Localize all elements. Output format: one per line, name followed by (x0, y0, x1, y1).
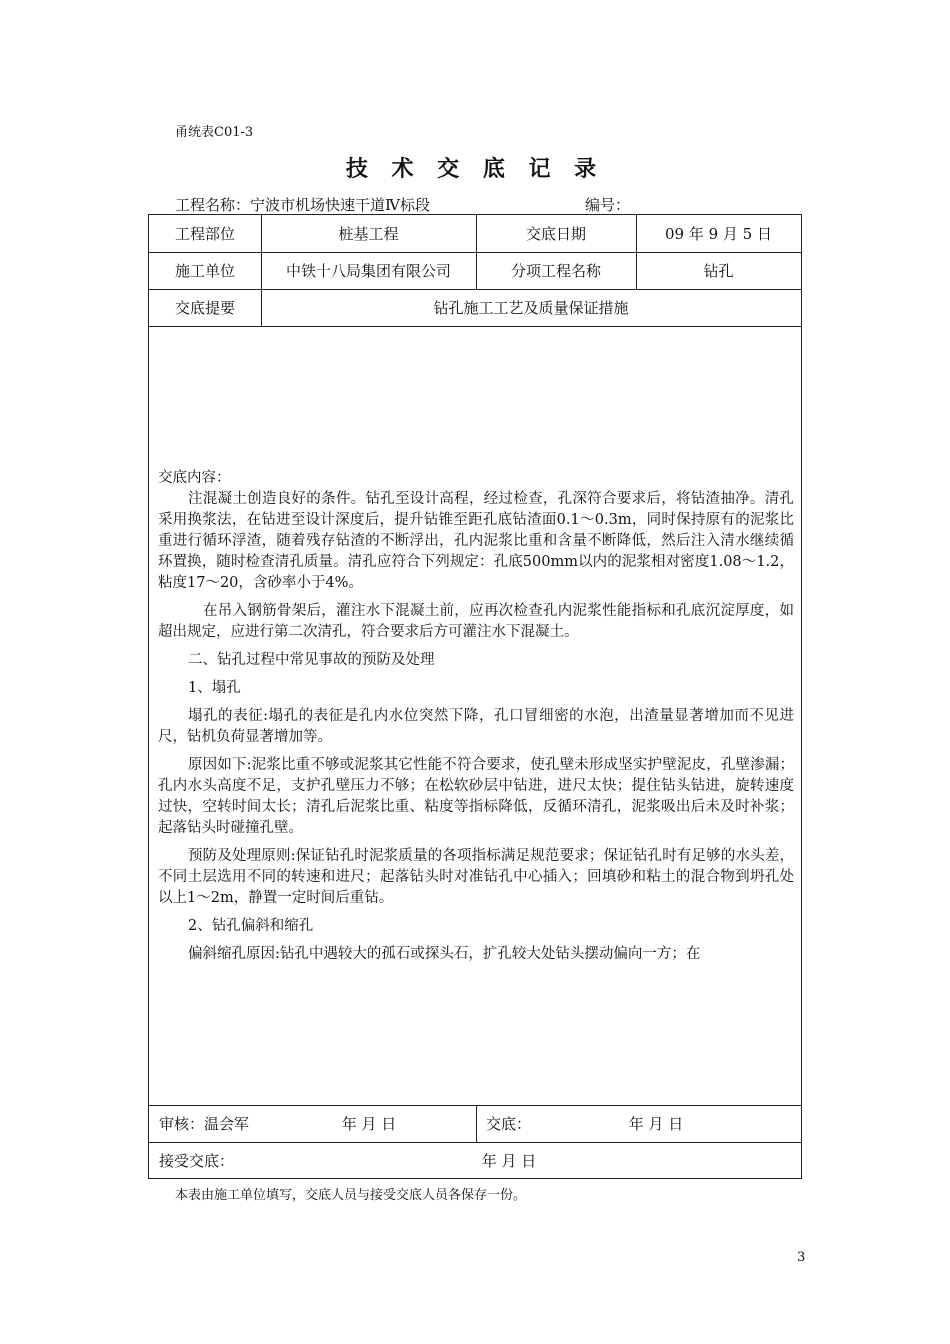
content-paragraph: 塌孔的表征:塌孔的表征是孔内水位突然下降，孔口冒细密的水泡，出渣量显著增加而不见进尺，钻机负荷显著增加等。 (158, 708, 794, 745)
subsection-heading: 1、塌孔 (188, 680, 241, 696)
review-date: 年 月 日 (341, 1115, 397, 1133)
content-paragraph: 预防及处理原则:保证钻孔时泥浆质量的各项指标满足规范要求；保证钻孔时有足够的水头差，不同土层选用不同的转速和进尺；起落钻头时对准钻孔中心插入；回填砂和粘土的混合物到坍孔处以上1～2m，静置一定时间后重钻。 (158, 848, 794, 906)
content-paragraph: 偏斜缩孔原因:钻孔中遇较大的孤石或探头石，扩孔较大处钻头摆动偏向一方；在 (188, 946, 701, 962)
content-paragraph: 原因如下:泥浆比重不够或泥浆其它性能不符合要求，使孔壁未形成坚实护壁泥皮，孔壁渗漏；孔内水头高度不足，支护孔壁压力不够；在松软砂层中钻进，进尺太快；提住钻头钻进，旋转速度过快，空转时间太长；清孔后泥浆比重、粘度等指标降低，反循环清孔，泥浆吸出后未及时补浆；起落钻头时碰撞孔壁。 (158, 757, 794, 836)
handover-label: 交底： (486, 1115, 532, 1133)
content-paragraph: 注混凝土创造良好的条件。钻孔至设计高程，经过检查，孔深符合要求后，将钻渣抽净。清孔采用换浆法，在钻进至设计深度后，提升钻锥至距孔底钻渣面0.1～0.3m，同时保持原有的泥浆比重进行循环浮渣，随着残存钻渣的不断浮出，孔内泥浆比重和含量不断降低，然后注入清水继续循环置换，随时检查清孔质量。清孔应符合下列规定：孔底500mm以内的泥浆相对密度1.08～1.2，粘度17～20，含砂率小于4%。 (158, 491, 794, 591)
page-number: 3 (797, 1250, 806, 1265)
unit-label: 施工单位 (174, 262, 235, 280)
review-label: 审核：温会军 (159, 1115, 250, 1133)
subsection-heading: 2、钻孔偏斜和缩孔 (188, 918, 314, 934)
content-label: 交底内容： (158, 470, 231, 486)
content-paragraph: 在吊入钢筋骨架后，灌注水下混凝土前，应再次检查孔内泥浆性能指标和孔底沉淀厚度，如超出规定，应进行第二次清孔，符合要求后方可灌注水下混凝土。 (158, 603, 794, 640)
summary-label: 交底提要 (174, 299, 235, 317)
form-code: 甬统表C01-3 (175, 125, 254, 140)
project-name: 工程名称：宁波市机场快速干道Ⅳ标段 (175, 196, 430, 214)
summary-value: 钻孔施工工艺及质量保证措施 (433, 299, 629, 317)
receive-date: 年 月 日 (481, 1152, 537, 1170)
handover-date: 年 月 日 (628, 1115, 684, 1133)
handover-content (158, 468, 794, 972)
receive-label: 接受交底： (159, 1152, 235, 1170)
section-heading: 二、钻孔过程中常见事故的预防及处理 (188, 652, 435, 668)
sub-item-value: 钻孔 (703, 262, 734, 280)
unit-value: 中铁十八局集团有限公司 (285, 262, 451, 280)
sub-item-label: 分项工程名称 (510, 262, 601, 280)
date-value: 09 年 9 月 5 日 (664, 225, 772, 243)
date-label: 交底日期 (525, 225, 586, 243)
part-label: 工程部位 (174, 225, 235, 243)
footnote: 本表由施工单位填写，交底人员与接受交底人员各保存一份。 (175, 1188, 527, 1203)
part-value: 桩基工程 (338, 225, 399, 243)
number-label: 编号： (585, 196, 631, 214)
page-title: 技 术 交 底 记 录 (345, 157, 605, 182)
